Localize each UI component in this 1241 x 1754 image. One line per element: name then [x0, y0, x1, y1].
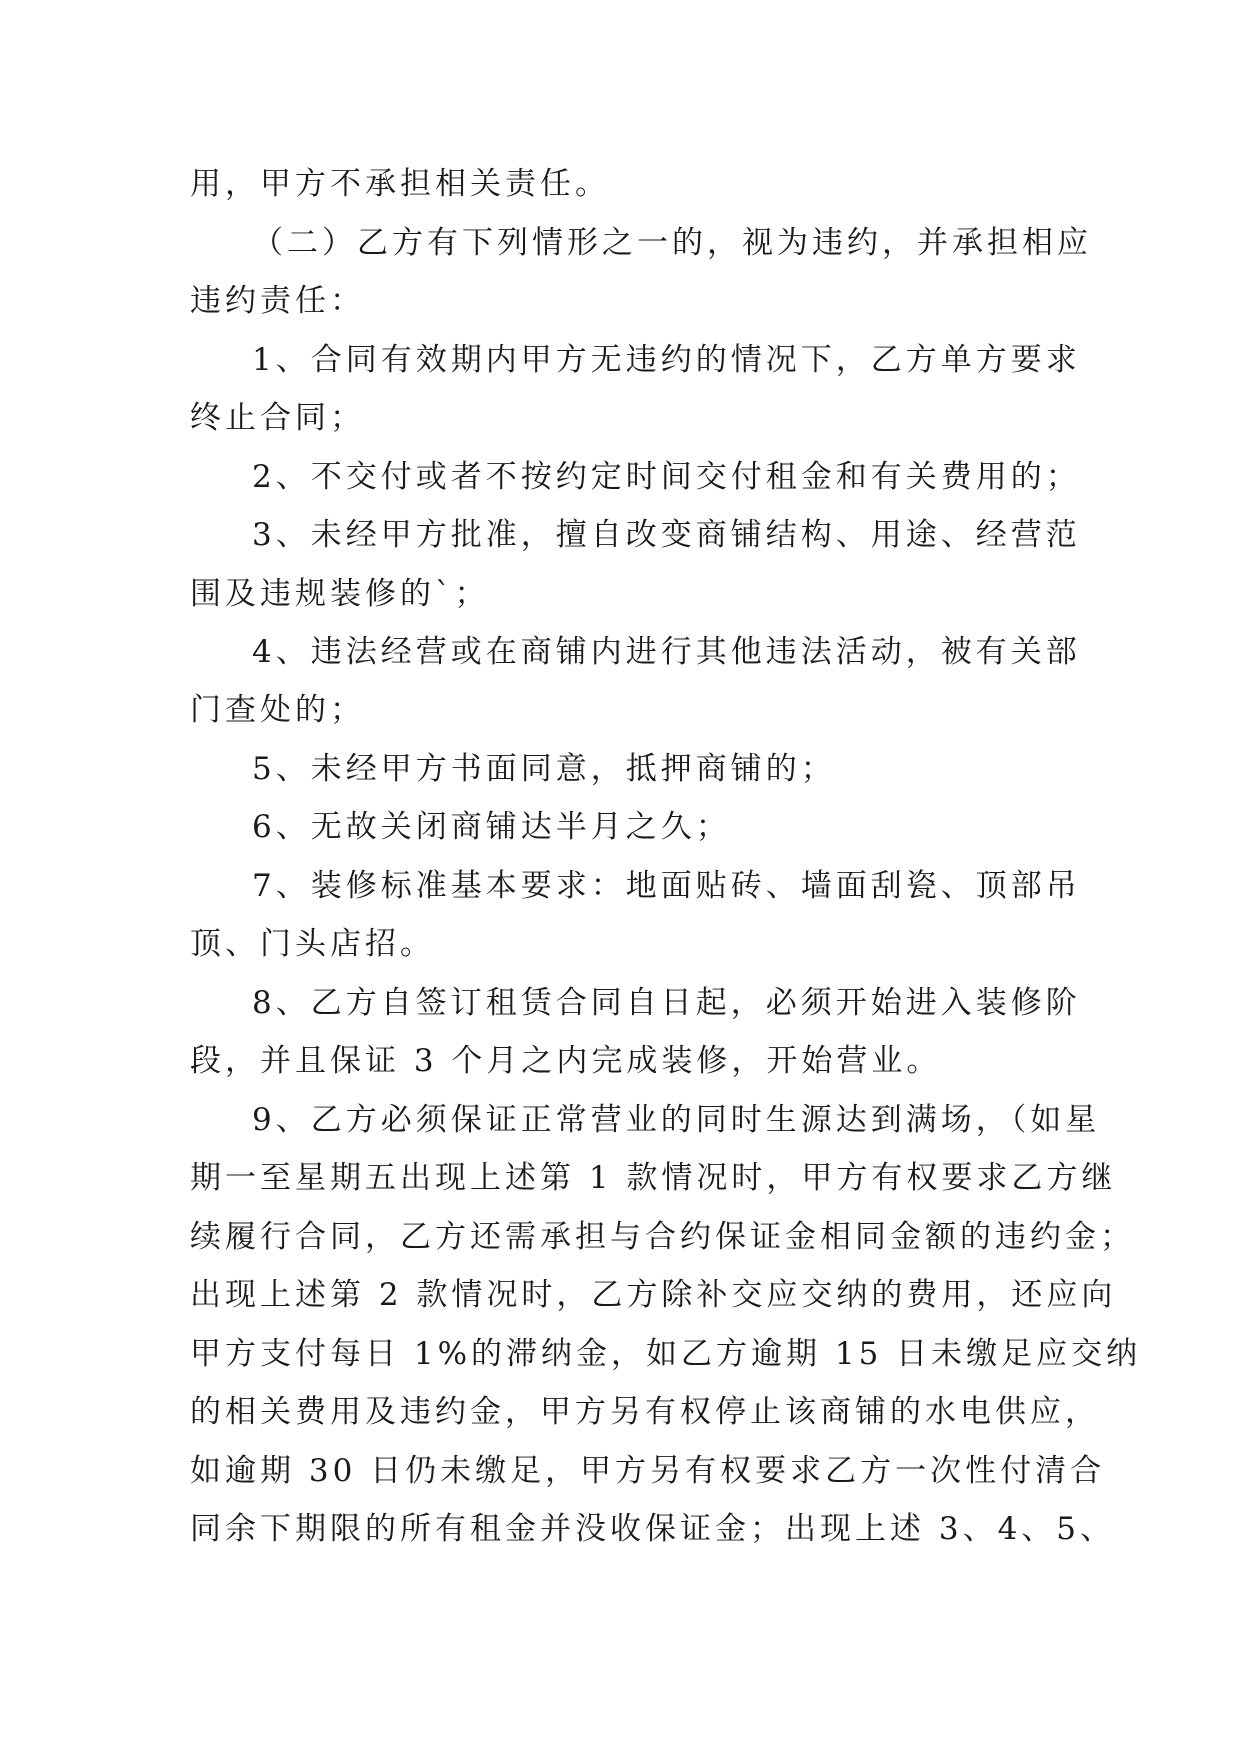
- text-line: 用，甲方不承担相关责任。: [190, 166, 610, 202]
- list-item-4: 4、违法经营或在商铺内进行其他违法活动，被有关部: [252, 634, 1081, 670]
- list-item-5: 5、未经甲方书面同意，抵押商铺的；: [252, 751, 836, 787]
- text-line: 甲方支付每日 1%的滞纳金，如乙方逾期 15 日未缴足应交纳: [190, 1336, 1142, 1372]
- text-line: 如逾期 30 日仍未缴足，甲方另有权要求乙方一次性付清合: [190, 1453, 1106, 1489]
- list-item-7: 7、装修标准基本要求：地面贴砖、墙面刮瓷、顶部吊: [252, 868, 1081, 904]
- text-line: 门查处的；: [190, 692, 365, 728]
- text-line: 段，并且保证 3 个月之内完成装修，开始营业。: [190, 1043, 942, 1079]
- text-line: 围及违规装修的`；: [190, 576, 490, 612]
- text-line: 出现上述第 2 款情况时，乙方除补交应交纳的费用，还应向: [190, 1277, 1117, 1313]
- text-line: 期一至星期五出现上述第 1 款情况时，甲方有权要求乙方继: [190, 1160, 1117, 1196]
- text-line: 同余下期限的所有租金并没收保证金；出现上述 3、4、5、: [190, 1511, 1116, 1547]
- text-line: 顶、门头店招。: [190, 926, 435, 962]
- list-item-8: 8、乙方自签订租赁合同自日起，必须开始进入装修阶: [252, 985, 1081, 1021]
- list-item-1: 1、合同有效期内甲方无违约的情况下，乙方单方要求: [252, 342, 1081, 378]
- text-line: 终止合同；: [190, 400, 365, 436]
- text-line: 违约责任：: [190, 283, 365, 319]
- list-item-9: 9、乙方必须保证正常营业的同时生源达到满场，（如星: [252, 1102, 1101, 1138]
- list-item-6: 6、无故关闭商铺达半月之久；: [252, 809, 731, 845]
- text-line: 的相关费用及违约金，甲方另有权停止该商铺的水电供应，: [190, 1394, 1100, 1430]
- clause-heading-2: （二）乙方有下列情形之一的，视为违约，并承担相应: [252, 225, 1092, 261]
- text-line: 续履行合同，乙方还需承担与合约保证金相同金额的违约金；: [190, 1219, 1135, 1255]
- list-item-3: 3、未经甲方批准，擅自改变商铺结构、用途、经营范: [252, 517, 1081, 553]
- list-item-2: 2、不交付或者不按约定时间交付租金和有关费用的；: [252, 459, 1081, 495]
